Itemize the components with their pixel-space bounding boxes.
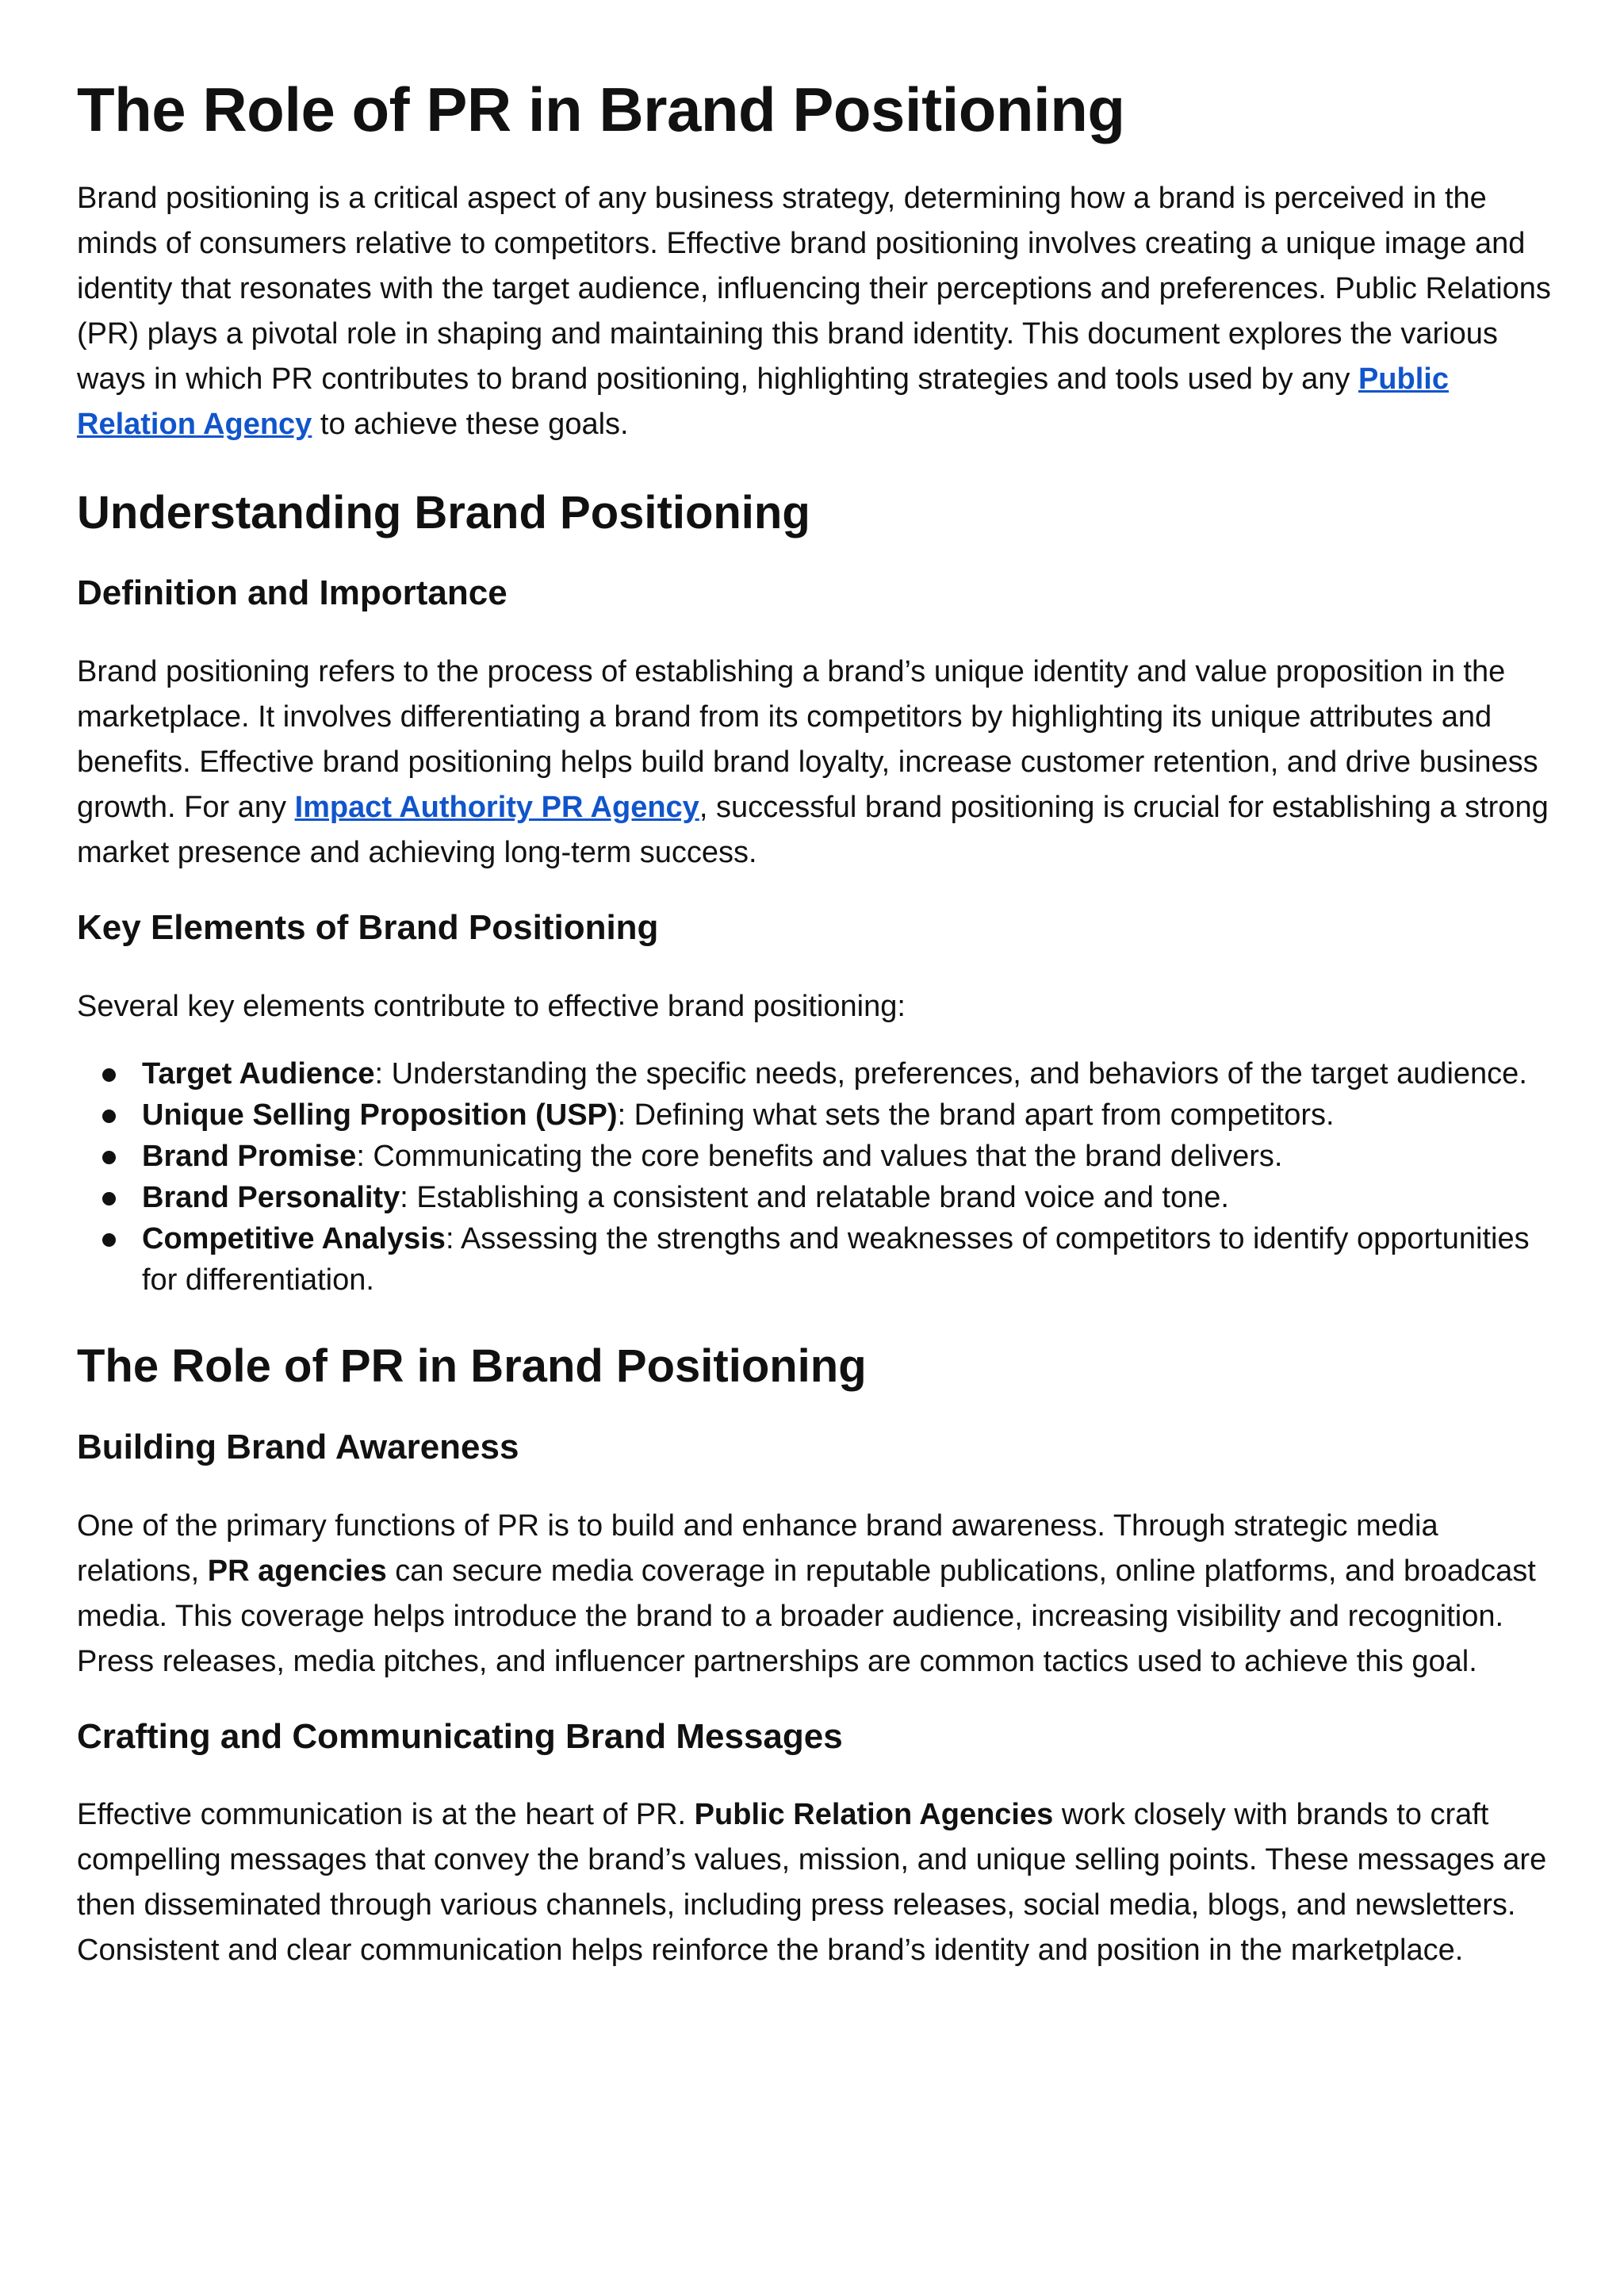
list-item (77, 1136, 1553, 1177)
list-item (77, 1053, 1553, 1094)
list-item-term: Brand Promise (142, 1140, 357, 1174)
list-item-text: : Communicating the core benefits and values that the brand delivers. (356, 1140, 1283, 1174)
key-elements-list (77, 1053, 1553, 1301)
page-title: The Role of PR in Brand Positioning (77, 75, 1125, 144)
public-relation-agency-link[interactable]: Public Relation Agency (77, 362, 1449, 441)
list-item-term: Unique Selling Proposition (USP) (142, 1098, 618, 1133)
definition-text-before: Brand positioning refers to the process of establishing a brand’s unique identity and value proposition in the marketplace. It involves differentiating a brand from its competitors by highlighting its unique attributes and benefits. Effective brand positioning helps build brand loyalty, increase customer retention, and drive business growth. For any (77, 655, 1538, 825)
subheading-brand-awareness: Building Brand Awareness (77, 1427, 519, 1466)
list-item-term: Target Audience (142, 1057, 375, 1091)
messages-text-2: work closely with brands to craft compelling messages that convey the brand’s values, mission, and unique selling points. These messages are then disseminated through various channels, including press releases, social media, blogs, and newsletters. Consistent and clear communication helps reinforce the brand’s identity and position in the marketplace. (77, 1798, 1547, 1968)
intro-text-before: Brand positioning is a critical aspect of any business strategy, determining how a brand is perceived in the minds of consumers relative to competitors. Effective brand positioning involves creating a unique image and identity that resonates with the target audience, influencing their perceptions and preferences. Public Relations (PR) plays a pivotal role in shaping and maintaining this brand identity. This document explores the various ways in which PR contributes to brand positioning, highlighting strategies and tools used by any (77, 181, 1551, 396)
awareness-text-1: One of the primary functions of PR is to build and enhance brand awareness. Through strategic media relations, (77, 1508, 1438, 1588)
definition-text-after: , successful brand positioning is crucial for establishing a strong market presence and achieving long-term success. (77, 791, 1549, 870)
list-item-text: : Assessing the strengths and weaknesses of competitors to identify opportunities for differentiation. (142, 1222, 1530, 1297)
list-item-term: Competitive Analysis (142, 1222, 446, 1256)
section-heading-role-of-pr: The Role of PR in Brand Positioning (77, 1340, 867, 1393)
list-item-text: : Understanding the specific needs, preferences, and behaviors of the target audience. (374, 1057, 1527, 1091)
list-item-text: : Defining what sets the brand apart from competitors. (617, 1098, 1335, 1133)
list-item-text: : Establishing a consistent and relatable brand voice and tone. (400, 1181, 1229, 1215)
intro-text-after: to achieve these goals. (312, 407, 629, 441)
section-heading-understanding: Understanding Brand Positioning (77, 486, 810, 539)
messages-text-1: Effective communication is at the heart of PR. (77, 1798, 695, 1832)
bullet-icon (102, 1192, 116, 1205)
bullet-icon (102, 1233, 116, 1247)
awareness-bold-term: PR agencies (207, 1554, 387, 1588)
messages-paragraph (77, 1792, 1553, 1973)
bullet-icon (102, 1151, 116, 1164)
awareness-paragraph (77, 1504, 1553, 1685)
list-item-term: Brand Personality (142, 1181, 400, 1215)
bullet-icon (102, 1068, 116, 1082)
bullet-icon (102, 1110, 116, 1123)
list-item (77, 1218, 1553, 1301)
list-item (77, 1177, 1553, 1218)
intro-paragraph (77, 176, 1553, 447)
key-elements-lead: Several key elements contribute to effective brand positioning: (77, 990, 906, 1024)
definition-paragraph (77, 650, 1553, 876)
impact-authority-link[interactable]: Impact Authority PR Agency (294, 791, 699, 825)
subheading-definition: Definition and Importance (77, 573, 508, 613)
list-item (77, 1094, 1553, 1136)
awareness-text-2: can secure media coverage in reputable publications, online platforms, and broadcast media. This coverage helps introduce the brand to a broader audience, increasing visibility and recognition. Press releases, media pitches, and influencer partnerships are common tactics used to achieve this goal. (77, 1554, 1536, 1678)
subheading-brand-messages: Crafting and Communicating Brand Messages (77, 1716, 843, 1756)
messages-bold-term: Public Relation Agencies (694, 1798, 1054, 1832)
subheading-key-elements: Key Elements of Brand Positioning (77, 908, 659, 948)
